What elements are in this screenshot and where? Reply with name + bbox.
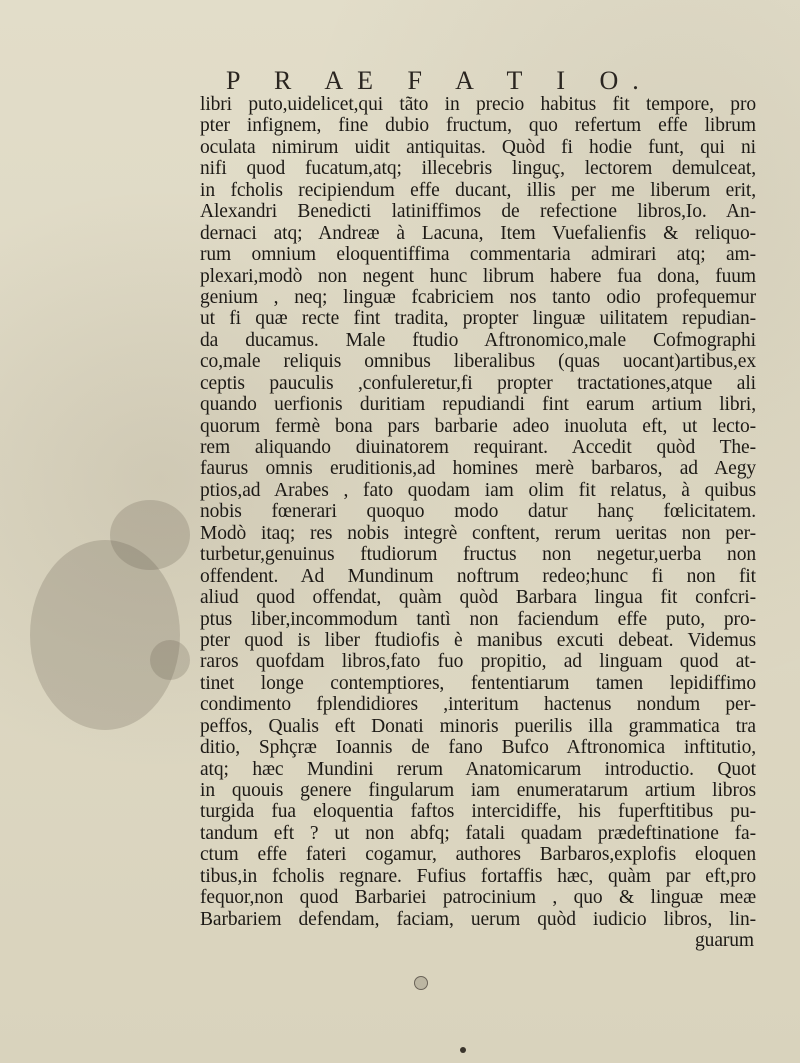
body-text bbox=[200, 94, 756, 952]
text-line: ctum effe fateri cogamur, authores Barbaros,explofis eloquen bbox=[200, 844, 756, 866]
text-line: quando uerfionis duritiam repudiandi fint earum artium libri, bbox=[200, 394, 756, 416]
text-line: dernaci atq; Andreæ à Lacuna, Item Vuefalienfis & reliquo- bbox=[200, 222, 756, 244]
text-line: co,male reliquis omnibus liberalibus (quas uocant)artibus,ex bbox=[200, 351, 756, 373]
text-line: ptios,ad Arabes , fato quodam iam olim fit relatus, à quibus bbox=[200, 479, 756, 501]
text-line: atq; hæc Mundini rerum Anatomicarum introductio. Quot bbox=[200, 758, 756, 780]
ink-dot bbox=[460, 1047, 466, 1053]
text-line: pter quod is liber ftudiofis è manibus excuti debeat. Videmus bbox=[200, 629, 756, 651]
text-line: libri puto,uidelicet,qui tãto in precio habitus fit tempore, pro bbox=[200, 94, 756, 115]
text-line: pter infignem, fine dubio fructum, quo refertum effe librum bbox=[200, 115, 756, 137]
text-line: ptus liber,incommodum tantì non faciendum effe puto, pro- bbox=[200, 608, 756, 630]
text-line: da ducamus. Male ftudio Aftronomico,male Cofmographi bbox=[200, 329, 756, 351]
text-line: ut fi quæ recte fint tradita, propter linguæ uilitatem repudian- bbox=[200, 308, 756, 330]
text-line: faurus omnis eruditionis,ad homines merè barbaros, ad Aegy bbox=[200, 458, 756, 480]
text-line: rem aliquando diuinatorem requirant. Accedit quòd The- bbox=[200, 437, 756, 458]
running-head: P R AE F A T I O. bbox=[226, 66, 653, 95]
text-line: peffos, Qualis eft Donati minoris puerilis illa grammatica tra bbox=[200, 715, 756, 737]
text-line: fequor,non quod Barbariei patrocinium , quo & linguæ meæ bbox=[200, 887, 756, 909]
text-line: ditio, Sphçræ Ioannis de fano Bufco Aftronomica inftitutio, bbox=[200, 737, 756, 759]
text-line: Alexandri Benedicti latiniffimos de refectione libros,Io. An- bbox=[200, 201, 756, 223]
text-line: oculata nimirum uidit antiquitas. Quòd fi hodie funt, qui ni bbox=[200, 136, 756, 158]
ink-blot bbox=[414, 976, 428, 990]
text-line: raros quofdam libros,fato fuo propitio, ad linguam quod at- bbox=[200, 651, 756, 673]
text-line: turgida fua eloquentia faftos intercidiffe, his fuperftitibus pu- bbox=[200, 801, 756, 823]
catchword: guarum bbox=[695, 930, 754, 952]
text-line: nifi quod fucatum,atq; illecebris linguç, lectorem demulceat, bbox=[200, 158, 756, 180]
text-line: genium , neq; linguæ fcabriciem nos tanto odio profequemur bbox=[200, 286, 756, 308]
text-line: turbetur,genuinus ftudiorum fructus non negetur,uerba non bbox=[200, 544, 756, 566]
text-line: Modò itaq; res nobis integrè conftent, rerum ueritas non per- bbox=[200, 522, 756, 544]
text-line: ceptis pauculis ,confuleretur,fi propter tractationes,atque ali bbox=[200, 372, 756, 394]
text-line: tandum eft ? ut non abfq; fatali quadam prædeftinatione fa- bbox=[200, 822, 756, 844]
text-line: rum omnium eloquentiffima commentaria admirari atq; am- bbox=[200, 244, 756, 266]
text-line: in fcholis recipiendum effe ducant, illis per me liberum erit, bbox=[200, 179, 756, 201]
text-line: tibus,in fcholis regnare. Fufius fortaffis hæc, quàm par eft,pro bbox=[200, 865, 756, 887]
text-line: aliud quod offendat, quàm quòd Barbara lingua fit confcri- bbox=[200, 587, 756, 609]
text-line: quorum fermè bona pars barbarie adeo inuoluta eft, ut lecto- bbox=[200, 415, 756, 437]
text-line: condimento fplendidiores ,interitum hactenus nondum per- bbox=[200, 694, 756, 716]
text-line: offendent. Ad Mundinum noftrum redeo;hunc fi non fit bbox=[200, 565, 756, 587]
text-line: nobis fœnerari quoquo modo datur hanç fœlicitatem. bbox=[200, 501, 756, 523]
text-line: in quouis genere fingularum iam enumeratarum artium libros bbox=[200, 780, 756, 801]
text-line: tinet longe contemptiores, fententiarum tamen lepidiffimo bbox=[200, 672, 756, 694]
text-line: Barbariem defendam, faciam, uerum quòd iudicio libros, lin- bbox=[200, 908, 756, 930]
text-line: plexari,modò non negent hunc librum habere fua dona, fuum bbox=[200, 265, 756, 287]
